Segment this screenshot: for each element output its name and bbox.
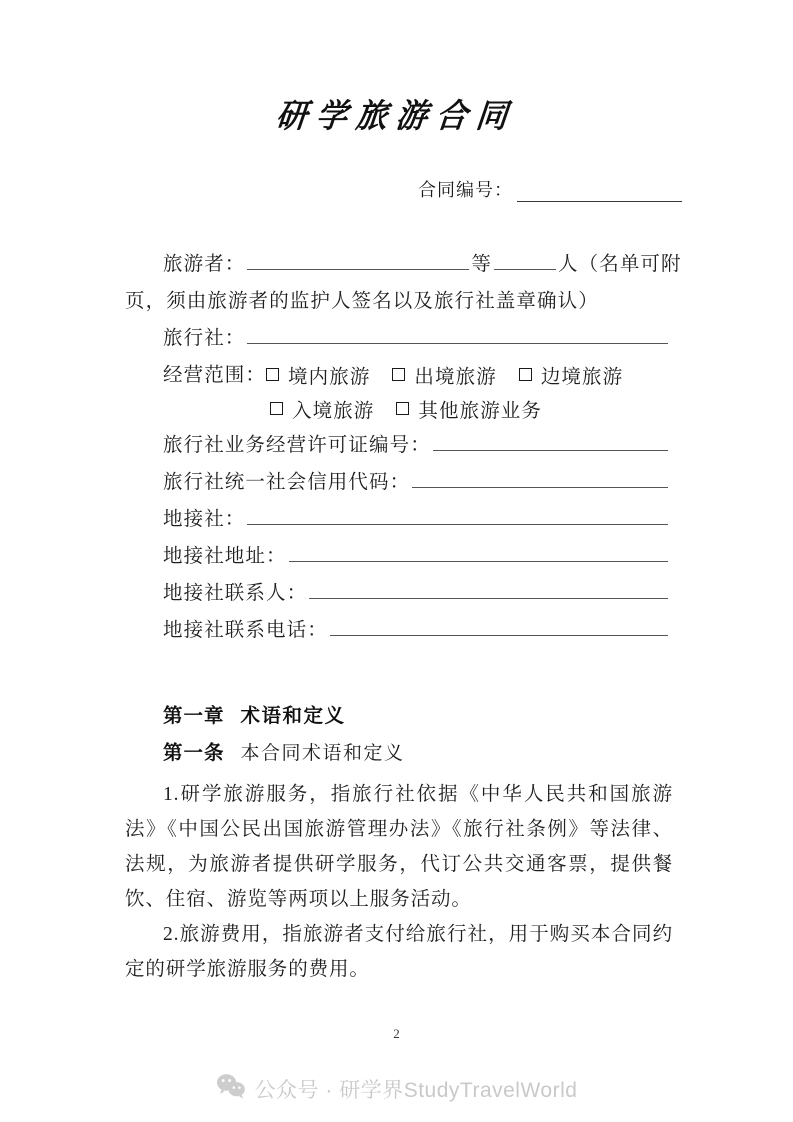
page-title: 研学旅游合同 xyxy=(274,97,519,136)
scope-row-1 xyxy=(125,359,670,389)
body-paragraph-1: 1.研学旅游服务，指旅行社依据《中华人民共和国旅游法》《中国公民出国旅游管理办法》《旅行社条例》等法律、法规，为旅游者提供研学服务，代订公共交通客票，提供餐饮、住宿、游览等两项以上服务活动。 xyxy=(125,784,673,910)
chapter-number: 第一章 xyxy=(163,705,225,727)
scope-option-label: 境内旅游 xyxy=(288,366,371,388)
scope-option-inbound[interactable] xyxy=(270,395,374,423)
traveler-count-blank[interactable] xyxy=(494,253,556,270)
scope-option-label: 其他旅游业务 xyxy=(418,400,543,422)
local-agency-blank[interactable] xyxy=(247,508,668,525)
checkbox-icon[interactable] xyxy=(519,368,532,381)
license-line xyxy=(125,429,670,459)
local-agency-phone-label: 地接社联系电话： xyxy=(163,619,328,641)
contract-number-label: 合同编号： xyxy=(418,180,513,200)
body-content xyxy=(125,777,673,987)
checkbox-icon[interactable] xyxy=(396,402,409,415)
scope-option-border[interactable] xyxy=(519,361,623,389)
traveler-name-blank[interactable] xyxy=(247,253,469,270)
wechat-icon xyxy=(216,1073,246,1105)
watermark-footer xyxy=(0,1073,793,1105)
agency-label: 旅行社： xyxy=(163,328,246,349)
local-agency-address-blank[interactable] xyxy=(289,545,668,562)
contract-number-blank[interactable] xyxy=(517,184,682,202)
traveler-count-suffix: 人（名单可附 xyxy=(558,254,682,275)
local-agency-phone-blank[interactable] xyxy=(330,619,668,636)
watermark-text: 公众号 · 研学界StudyTravelWorld xyxy=(254,1079,578,1102)
scope-option-label: 入境旅游 xyxy=(292,400,375,422)
local-agency-address-line xyxy=(125,540,670,570)
checkbox-icon[interactable] xyxy=(270,402,283,415)
article-heading xyxy=(163,737,405,765)
scope-label: 经营范围： xyxy=(163,365,267,386)
local-agency-contact-blank[interactable] xyxy=(309,582,668,599)
local-agency-phone-line xyxy=(125,614,670,644)
license-blank[interactable] xyxy=(433,434,668,451)
scope-option-outbound[interactable] xyxy=(392,361,496,389)
checkbox-icon[interactable] xyxy=(392,368,405,381)
local-agency-address-label: 地接社地址： xyxy=(163,545,287,567)
chapter-heading xyxy=(163,700,405,728)
scope-option-other[interactable] xyxy=(396,395,542,423)
traveler-count-prefix: 等 xyxy=(471,254,493,275)
scope-row-2 xyxy=(125,395,670,423)
local-agency-line xyxy=(125,503,670,533)
body-paragraph-2: 2.旅游费用，指旅游者支付给旅行社，用于购买本合同约定的研学旅游服务的费用。 xyxy=(125,924,673,980)
article-number: 第一条 xyxy=(163,742,225,764)
contract-number-row xyxy=(418,176,682,202)
scope-option-domestic[interactable] xyxy=(266,361,370,389)
scope-option-label: 边境旅游 xyxy=(540,366,624,388)
license-label: 旅行社业务经营许可证编号： xyxy=(163,434,431,456)
agency-line xyxy=(125,322,670,352)
credit-code-line xyxy=(125,466,670,496)
traveler-note-continuation: 页，须由旅游者的监护人签名以及旅行社盖章确认） xyxy=(125,291,599,312)
credit-code-label: 旅行社统一社会信用代码： xyxy=(163,471,411,493)
section-headings xyxy=(163,700,405,774)
party-form-block xyxy=(125,248,682,651)
local-agency-contact-line xyxy=(125,577,670,607)
credit-code-blank[interactable] xyxy=(412,471,668,488)
traveler-label: 旅游者： xyxy=(163,254,246,275)
scope-option-label: 出境旅游 xyxy=(414,366,497,388)
chapter-title: 术语和定义 xyxy=(240,705,346,727)
local-agency-contact-label: 地接社联系人： xyxy=(163,582,308,604)
agency-blank[interactable] xyxy=(247,327,668,344)
page-number: 2 xyxy=(393,1026,400,1041)
local-agency-label: 地接社： xyxy=(163,508,246,530)
article-title: 本合同术语和定义 xyxy=(240,743,405,764)
checkbox-icon[interactable] xyxy=(266,368,279,381)
traveler-line xyxy=(125,248,682,278)
